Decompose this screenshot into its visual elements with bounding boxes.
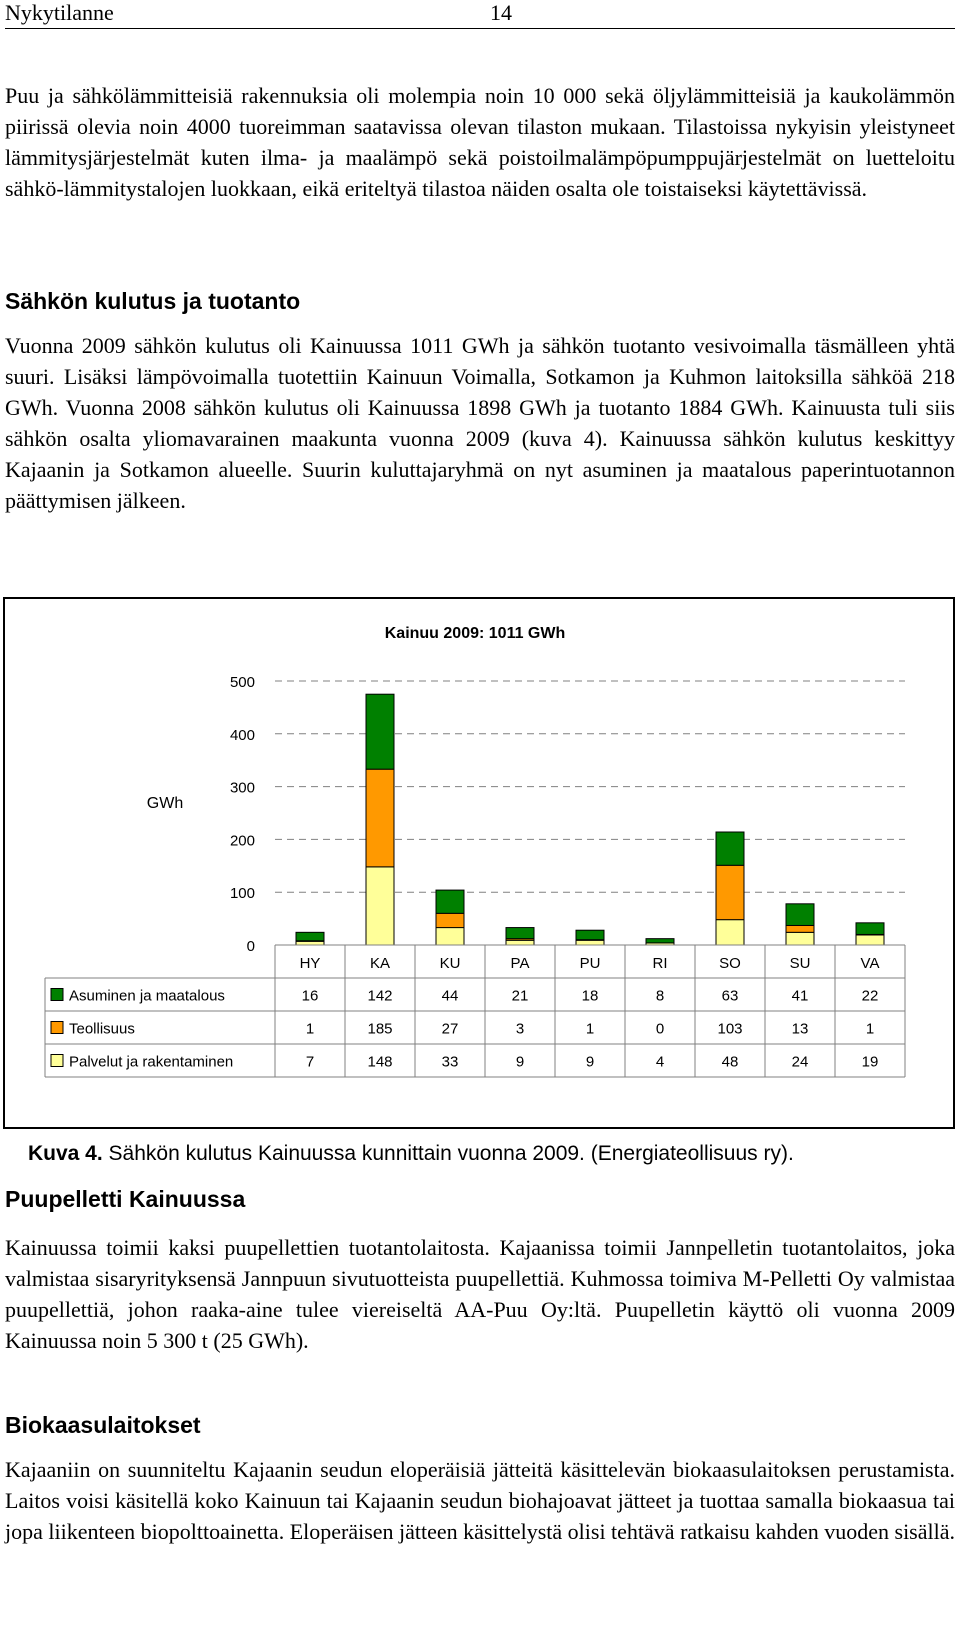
legend-swatch — [51, 989, 63, 1001]
x-tick-label: HY — [299, 955, 321, 972]
data-label: 19 — [861, 1053, 879, 1071]
chart-y-axis-label: GWh — [146, 795, 184, 812]
bar-segment — [576, 930, 604, 940]
bar-segment — [436, 913, 464, 927]
bar-segment — [786, 932, 814, 945]
legend-swatch — [51, 1055, 63, 1067]
data-label: 48 — [721, 1053, 739, 1071]
y-tick-label: 100 — [229, 885, 255, 903]
section-heading-pellet: Puupelletti Kainuussa — [5, 1186, 246, 1212]
section-heading-biogas: Biokaasulaitokset — [5, 1412, 201, 1438]
bar-segment — [436, 928, 464, 945]
y-tick-label: 200 — [229, 832, 255, 850]
data-label: 9 — [585, 1053, 595, 1071]
x-tick-label: SU — [789, 955, 811, 972]
bar-segment — [506, 928, 534, 939]
bar-segment — [786, 925, 814, 932]
bar-segment — [296, 932, 324, 940]
data-label: 103 — [717, 1020, 743, 1038]
electricity-paragraph: Vuonna 2009 sähkön kulutus oli Kainuussa 1011 GWh ja sähkön tuotanto vesivoimalla täsmälleen yhtä suuri. Lisäksi lämpövoimalla tuotettiin Kainuun Voimalla, Sotkamon ja Kuhmon laitoksilla sähköä 218 GWh. Vuonna 2008 sähkön kulutus oli Kainuussa 1898 GWh ja tuotanto 1884 GWh. Kainuusta tuli siis sähkön osalta yliomavarainen maakunta vuonna 2009 (kuva 4). Kainuussa sähkön kulutus keskittyy Kajaanin ja Sotkamon alueelle. Suurin kuluttajaryhmä on nyt asuminen ja maatalous paperintuotannon päättymisen jälkeen. — [5, 333, 955, 513]
caption-text: Sähkön kulutus Kainuussa kunnittain vuonna 2009. (Energiateollisuus ry). — [108, 1142, 794, 1165]
data-label: 27 — [441, 1020, 459, 1038]
bar-segment — [366, 867, 394, 945]
bar-segment — [716, 865, 744, 919]
y-tick-label: 400 — [229, 726, 255, 744]
data-label: 63 — [721, 987, 739, 1005]
data-label: 22 — [861, 987, 879, 1005]
data-label: 4 — [655, 1053, 665, 1071]
bar-segment — [856, 935, 884, 945]
intro-paragraph: Puu ja sähkölämmitteisiä rakennuksia oli molempia noin 10 000 sekä öljylämmitteisiä ja kaukolämmön piirissä olevia noin 4000 tuoreimman saatavissa olevan tilaston mukaan. Tilastoissa nykyisin yleistyneet lämmitysjärjestelmät kuten ilma- ja maalämpö sekä poistoilmalämpöpumppujärjestelmät on luetteloitu sähkö-lämmitystalojen luokkaan, eikä eriteltyä tilastoa näiden osalta ole toistaiseksi käytettävissä. — [5, 83, 955, 201]
legend-label: Palvelut ja rakentaminen — [69, 1053, 234, 1071]
y-tick-label: 500 — [229, 674, 255, 691]
x-tick-label: KU — [439, 955, 461, 972]
y-tick-label: 300 — [229, 779, 255, 797]
data-label: 33 — [441, 1053, 459, 1071]
data-label: 41 — [791, 987, 809, 1005]
x-tick-label: RI — [652, 955, 668, 972]
data-label: 24 — [791, 1053, 809, 1071]
data-label: 142 — [367, 987, 393, 1005]
legend-label: Asuminen ja maatalous — [69, 987, 225, 1005]
page-header — [5, 0, 955, 29]
data-label: 1 — [865, 1020, 875, 1038]
biogas-paragraph: Kajaaniin on suunniteltu Kajaanin seudun eloperäisiä jätteitä käsittelevän biokaasulaitoksen perustamista. Laitos voisi käsitellä koko Kainuun tai Kajaanin seudun biohajoavat jätteet ja tuottaa samalla biokaasua tai jopa liikenteen biopolttoainetta. Eloperäisen jätteen käsittelystä olisi tehtävä ratkaisu kahden vuoden sisällä. — [5, 1457, 955, 1544]
x-tick-label: VA — [860, 955, 880, 972]
figure-caption — [28, 1142, 794, 1166]
data-label: 13 — [791, 1020, 809, 1038]
data-label: 21 — [511, 987, 529, 1005]
header-section: Nykytilanne — [5, 0, 114, 25]
legend-swatch — [51, 1022, 63, 1034]
data-label: 18 — [581, 987, 599, 1005]
chart-title: Kainuu 2009: 1011 GWh — [384, 625, 566, 642]
bar-segment — [366, 694, 394, 769]
data-label: 0 — [655, 1020, 665, 1038]
data-label: 16 — [301, 987, 319, 1005]
caption-label: Kuva 4. — [28, 1142, 103, 1165]
data-label: 3 — [515, 1020, 525, 1038]
x-tick-label: SO — [719, 955, 741, 972]
bar-segment — [716, 832, 744, 865]
data-label: 7 — [305, 1053, 315, 1071]
data-label: 185 — [367, 1020, 393, 1038]
data-label: 1 — [585, 1020, 595, 1038]
x-tick-label: KA — [369, 955, 391, 972]
bar-segment — [436, 890, 464, 913]
data-label: 1 — [305, 1020, 315, 1038]
bar-segment — [786, 904, 814, 926]
y-tick-label: 0 — [246, 938, 255, 955]
bar-segment — [856, 923, 884, 935]
bar-segment — [506, 940, 534, 945]
bar-segment — [646, 939, 674, 943]
data-label: 148 — [367, 1053, 393, 1071]
x-tick-label: PU — [579, 955, 601, 972]
legend-label: Teollisuus — [69, 1020, 135, 1038]
stacked-bar-chart — [5, 599, 953, 1127]
bar-segment — [716, 920, 744, 945]
section-heading-electricity: Sähkön kulutus ja tuotanto — [5, 288, 301, 314]
data-label: 9 — [515, 1053, 525, 1071]
bar-segment — [296, 941, 324, 945]
data-label: 44 — [441, 987, 459, 1005]
data-label: 8 — [655, 987, 665, 1005]
page-number: 14 — [490, 0, 512, 25]
pellet-paragraph: Kainuussa toimii kaksi puupellettien tuotantolaitosta. Kajaanissa toimii Jannpelletin tuotantolaitos, joka valmistaa sisaryrityksensä Jannpuun sivutuotteista puupellettiä. Kuhmossa toimiva M-Pelletti Oy valmistaa puupellettiä, johon raaka-aine tulee viereiseltä AA-Puu Oy:ltä. Puupelletin käyttö oli vuonna 2009 Kainuussa noin 5 300 t (25 GWh). — [5, 1235, 955, 1353]
bar-segment — [576, 940, 604, 945]
x-tick-label: PA — [510, 955, 530, 972]
bar-segment — [366, 769, 394, 867]
chart-frame — [3, 597, 955, 1129]
